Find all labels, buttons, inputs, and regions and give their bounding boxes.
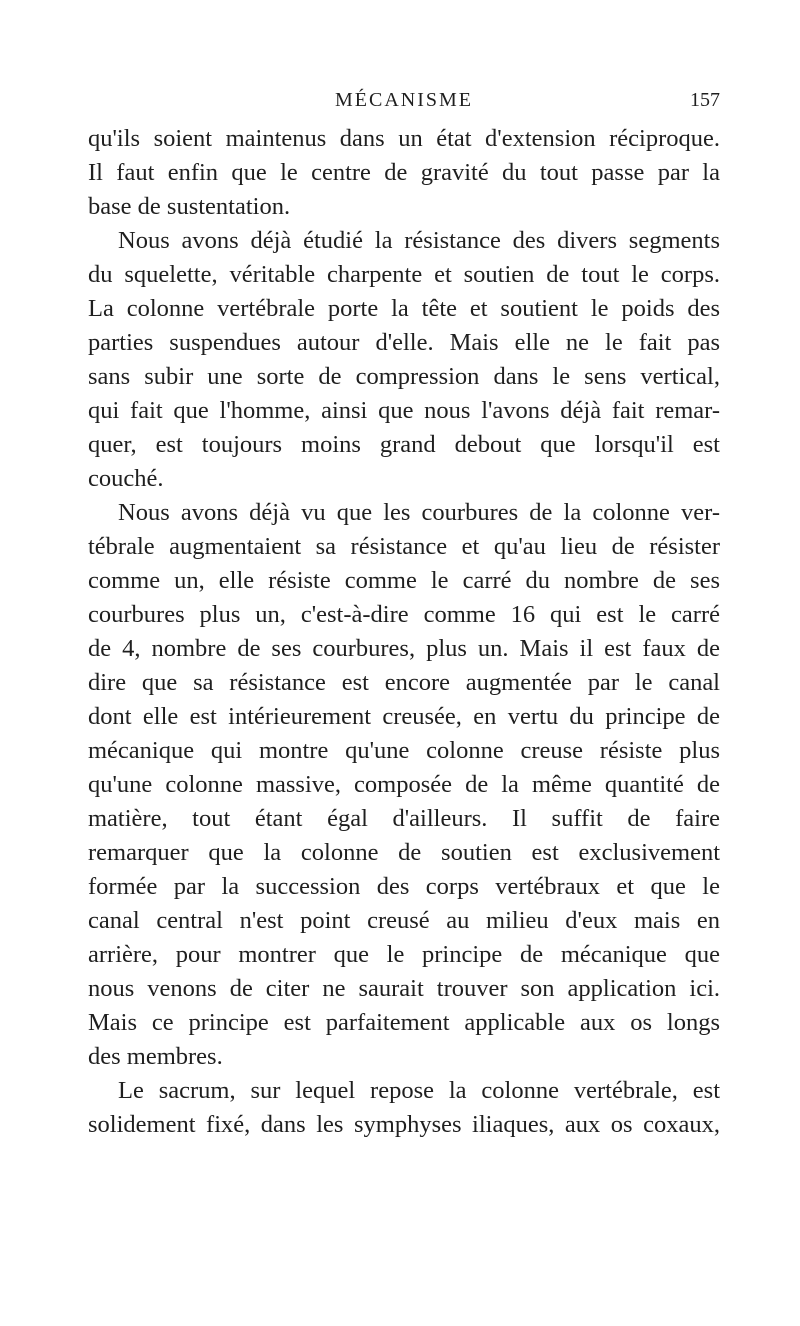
text-line: du squelette, véritable charpente et soutien de tout le corps. (88, 261, 720, 288)
page-number: 157 (690, 89, 720, 111)
text-line: Nous avons déjà étudié la résistance des divers segments (118, 227, 720, 254)
text-line: comme un, elle résiste comme le carré du nombre de ses (88, 567, 720, 594)
running-head (88, 86, 720, 114)
text-line: nous venons de citer ne saurait trouver son application ici. (88, 975, 720, 1002)
text-line: La colonne vertébrale porte la tête et soutient le poids des (88, 295, 720, 322)
text-line: parties suspendues autour d'elle. Mais elle ne le fait pas (88, 329, 720, 356)
text-line: Nous avons déjà vu que les courbures de la colonne ver- (118, 499, 720, 526)
text-line: arrière, pour montrer que le principe de mécanique que (88, 941, 720, 968)
text-line: mécanique qui montre qu'une colonne creuse résiste plus (88, 737, 720, 764)
text-line: Mais ce principe est parfaitement applicable aux os longs (88, 1009, 720, 1036)
text-line: dire que sa résistance est encore augmentée par le canal (88, 669, 720, 696)
text-line: qui fait que l'homme, ainsi que nous l'avons déjà fait remar- (88, 397, 720, 424)
body-text (88, 122, 720, 1142)
text-line: couché. (88, 465, 164, 492)
text-line: qu'ils soient maintenus dans un état d'extension réciproque. (88, 125, 720, 152)
text-line: solidement fixé, dans les symphyses iliaques, aux os coxaux, (88, 1111, 720, 1138)
text-line: canal central n'est point creusé au milieu d'eux mais en (88, 907, 720, 934)
text-line: Il faut enfin que le centre de gravité du tout passe par la (88, 159, 720, 186)
text-line: qu'une colonne massive, composée de la même quantité de (88, 771, 720, 798)
text-line: sans subir une sorte de compression dans le sens vertical, (88, 363, 720, 390)
text-line: tébrale augmentaient sa résistance et qu'au lieu de résister (88, 533, 720, 560)
text-line: formée par la succession des corps vertébraux et que le (88, 873, 720, 900)
text-line: quer, est toujours moins grand debout que lorsqu'il est (88, 431, 720, 458)
text-line: matière, tout étant égal d'ailleurs. Il suffit de faire (88, 805, 720, 832)
running-title: MÉCANISME (334, 89, 473, 111)
text-line: remarquer que la colonne de soutien est exclusivement (88, 839, 720, 866)
text-line: de 4, nombre de ses courbures, plus un. Mais il est faux de (88, 635, 720, 662)
text-line: des membres. (88, 1043, 223, 1070)
text-line: courbures plus un, c'est-à-dire comme 16 qui est le carré (88, 601, 720, 628)
text-line: dont elle est intérieurement creusée, en vertu du principe de (88, 703, 720, 730)
text-line: base de sustentation. (88, 193, 291, 220)
text-line: Le sacrum, sur lequel repose la colonne vertébrale, est (118, 1077, 720, 1104)
